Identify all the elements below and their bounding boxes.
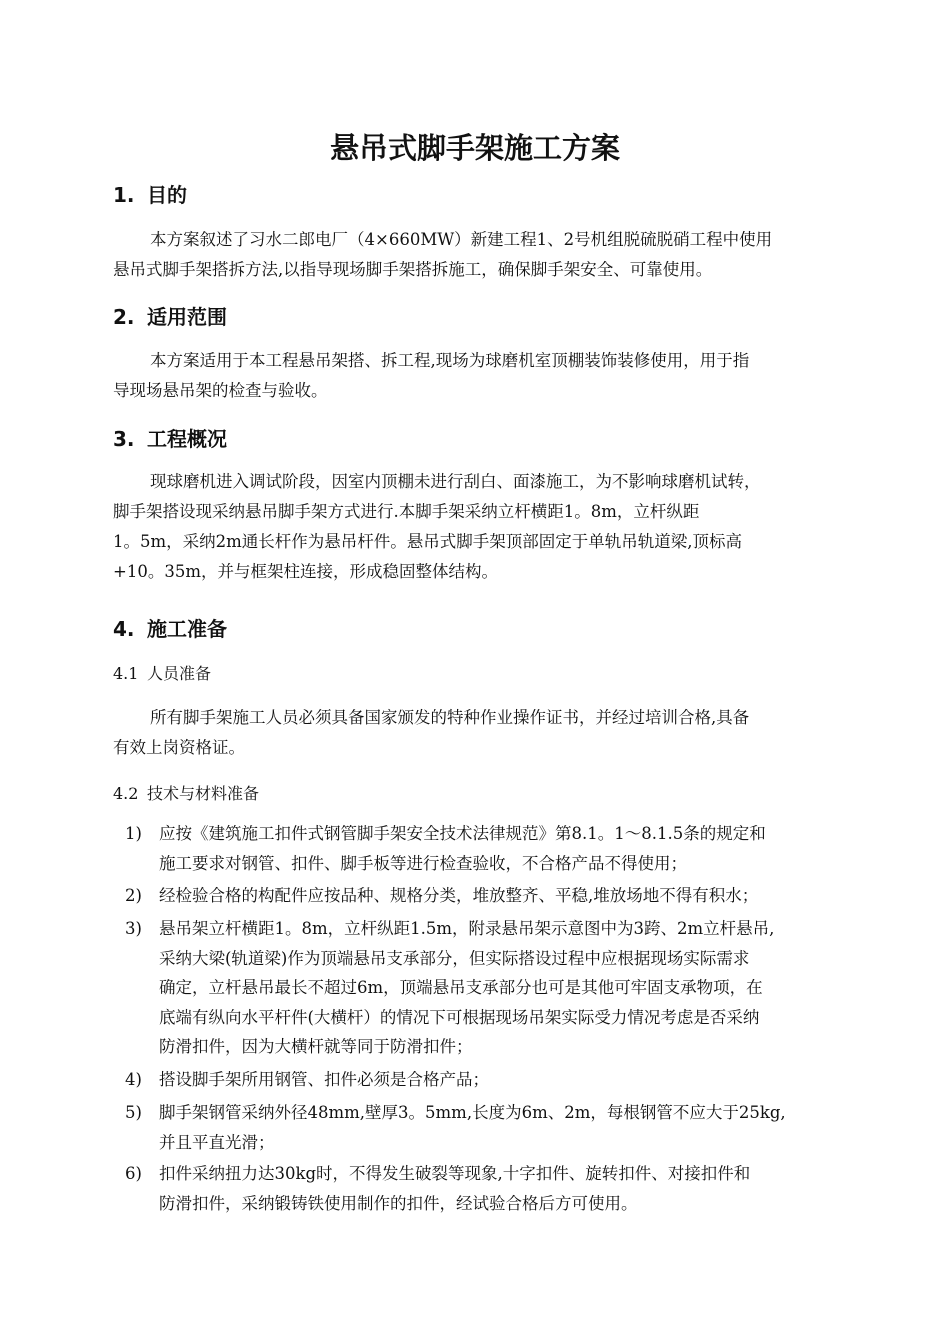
subsection-number: 4.1 [113, 664, 139, 683]
paragraph-line: +10。35m，并与框架柱连接，形成稳固整体结构。 [113, 562, 498, 581]
list-item-text [159, 1159, 865, 1218]
list-item-text [159, 1098, 865, 1157]
list-item-line: 悬吊架立杆横距1。8m，立杆纵距1.5m，附录悬吊架示意图中为3跨、2m立杆悬吊, [159, 919, 775, 938]
list-item-line: 搭设脚手架所用钢管、扣件必须是合格产品； [159, 1070, 489, 1089]
subsection-4-1-heading [113, 660, 211, 688]
paragraph-line: 1。5m，采纳2m通长杆作为悬吊杆件。悬吊式脚手架顶部固定于单轨吊轨道梁,顶标高 [113, 532, 743, 551]
section-number: 3. [113, 427, 135, 451]
list-item-line: 施工要求对钢管、扣件、脚手板等进行检查验收，不合格产品不得使用； [159, 853, 687, 873]
list-item [125, 1098, 865, 1158]
subsection-4-2-heading [113, 780, 259, 808]
list-item-line: 防滑扣件，因为大横杆就等同于防滑扣件； [159, 1037, 473, 1056]
section-number: 2. [113, 305, 135, 329]
paragraph-line: 现球磨机进入调试阶段，因室内顶棚未进行刮白、面漆施工，为不影响球磨机试转， [150, 472, 761, 491]
paragraph-line: 本方案适用于本工程悬吊架搭、拆工程,现场为球磨机室顶棚装饰装修使用，用于指 [150, 351, 750, 370]
document-title: 悬吊式脚手架施工方案 [329, 131, 620, 165]
list-item [125, 1159, 865, 1219]
list-item-number: 2) [125, 886, 142, 905]
list-item-text [159, 914, 865, 1062]
section-number: 1. [113, 183, 135, 207]
list-item-line: 经检验合格的构配件应按品种、规格分类，堆放整齐、平稳,堆放场地不得有积水； [159, 886, 759, 905]
section-3-heading [113, 424, 227, 454]
list-item-number: 4) [125, 1070, 142, 1089]
list-item-number: 5) [125, 1103, 142, 1122]
paragraph-line: 有效上岗资格证。 [113, 738, 245, 757]
list-item-line: 采纳大梁(轨道梁)作为顶端悬吊支承部分，但实际搭设过程中应根据现场实际需求 [159, 948, 750, 968]
list-item-line: 并且平直光滑； [159, 1132, 275, 1152]
list-item [125, 1065, 865, 1095]
subsection-title: 技术与材料准备 [147, 784, 260, 803]
paragraph-line: 导现场悬吊架的检查与验收。 [113, 381, 328, 400]
list-item-number: 3) [125, 919, 142, 938]
subsection-number: 4.2 [113, 784, 139, 803]
section-1-heading [113, 180, 187, 210]
list-item-line: 防滑扣件，采纳锻铸铁使用制作的扣件，经试验合格后方可使用。 [159, 1193, 638, 1213]
section-title: 工程概况 [147, 427, 227, 451]
paragraph-line: 本方案叙述了习水二郎电厂（4×660MW）新建工程1、2号机组脱硫脱硝工程中使用 [150, 230, 773, 249]
list-item [125, 914, 865, 1064]
list-item-number: 1) [125, 824, 142, 843]
section-3-paragraph [113, 467, 861, 587]
section-4-heading [113, 614, 227, 644]
list-item-line: 脚手架钢管采纳外径48mm,壁厚3。5mm,长度为6m、2m，每根钢管不应大于25kg, [159, 1103, 786, 1122]
list-item-text [159, 819, 865, 878]
list-item-line: 确定，立杆悬吊最长不超过6m，顶端悬吊支承部分也可是其他可牢固支承物项，在 [159, 978, 763, 997]
section-number: 4. [113, 617, 135, 641]
list-item-line: 底端有纵向水平杆件(大横杆）的情况下可根据现场吊架实际受力情况考虑是否采纳 [159, 1007, 760, 1027]
paragraph-line: 脚手架搭设现采纳悬吊脚手架方式进行.本脚手架采纳立杆横距1。8m，立杆纵距 [113, 502, 700, 521]
section-1-paragraph [113, 225, 861, 285]
paragraph-line: 悬吊式脚手架搭拆方法,以指导现场脚手架搭拆施工，确保脚手架安全、可靠使用。 [113, 260, 713, 279]
section-title: 适用范围 [147, 305, 227, 329]
subsection-title: 人员准备 [147, 664, 212, 683]
list-item-number: 6) [125, 1164, 142, 1183]
section-title: 施工准备 [147, 617, 227, 641]
paragraph-line: 所有脚手架施工人员必须具备国家颁发的特种作业操作证书，并经过培训合格,具备 [150, 708, 750, 727]
list-item-line: 扣件采纳扭力达30kg时，不得发生破裂等现象,十字扣件、旋转扣件、对接扣件和 [159, 1164, 751, 1183]
list-item-text [159, 881, 865, 911]
list-item [125, 881, 865, 911]
section-title: 目的 [147, 183, 187, 207]
list-item [125, 819, 865, 879]
subsection-4-1-paragraph [113, 703, 861, 763]
section-2-heading [113, 302, 227, 332]
section-2-paragraph [113, 346, 861, 406]
list-item-text [159, 1065, 865, 1095]
list-item-line: 应按《建筑施工扣件式钢管脚手架安全技术法律规范》第8.1。1～8.1.5条的规定和 [159, 824, 766, 843]
